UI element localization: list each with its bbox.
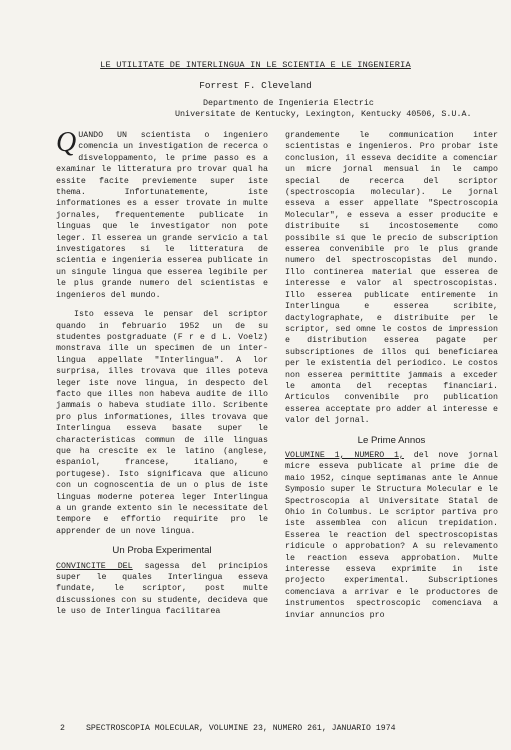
affiliation-university: Universitate de Kentucky, Lexington, Kentucky 40506, S.U.A. [175, 109, 472, 119]
intro-text: UANDO UN scientista o ingeniero comencia un investigation de recerca o disveloppamento, le prime passo es a examinar le litteratura pro trovar qual ha essite facite previemente super iste thema. Infortunatemente, iste informationes es a esser trovate in multe jornales, frequentemente publicate in linguas que le investigator non pote leger. Il esserea un grande servicio a tal investigatores si le litteratura de scientia e ingenieria esserea publicate in un singule lingua que esserea legibile per le plus grande numero del scientistas e ingenieros del mundo. [56, 131, 268, 300]
section-heading-annos: Le Prime Annos [357, 434, 426, 446]
affiliation-department: Departmento de Ingenieria Electric [203, 98, 374, 108]
page-number: 2 [60, 724, 65, 733]
right-column [285, 130, 498, 621]
proba-paragraph [56, 561, 268, 618]
history-paragraph: Isto esseva le pensar del scriptor quando in februario 1952 un de su studentes postgraduate (F r e d L. Voelz) monstrava ille un specimen de un inter-lingua appellate "Interlingua". A lor surprisa, illes trovava que illes poteva leger iste nove lingua, in despecto del facto que illes non habeva audite de illo jammais o habeva studiate illo. Scribente pro plus informationes, illes trovava que Interlingua esseva basate super le characteristicas commun de ille linguas que ha crescite ex le latino (anglese, espaniol, francese, italiano, e portugese). Isto significava que alicuno con un cognoscentia de un o plus de iste linguas moderne poterea leger Interlingua a un grande extento sin le necessitate del tempore e effortio requirite pro le apprender de un nove lingua. [56, 310, 268, 536]
proba-text: sagessa del principios super le quales Interlingua esseva fundate, le scriptor, post multe discussiones con su studente, decideva que le uso de Interlingua facilitarea [56, 561, 268, 617]
author-name: Forrest F. Cleveland [199, 80, 312, 91]
proba-lead: CONVINCITE DEL [56, 561, 133, 571]
drop-cap: Q [56, 127, 77, 158]
intro-paragraph [56, 127, 268, 301]
left-column [56, 127, 268, 618]
journal-plan-paragraph: grandemente le communication inter scientistas e ingenieros. Pro probar iste conclusion, il esseva decidite a comenciar un micre jornal mensual in le campo special de recerca del scriptor (spectroscopia molecular). Le jornal esseva a esser appellate "Spectroscopia Molecular", e esseva a esser producite e distribuite si incostosemente como possibile si que le precio de subscription esserea convenibile pro le plus grande numero del spectroscopistas del mundo. Illo continerea material que esserea de interesse e valor al spectroscopistas. Illo esserea publicate entiremente in Interlingua e esserea scribite, dactylographate, e distribuite per le scriptor, sed omne le costos de impression e distribution esserea pagate per subscriptiones de illos qui beneficiarea per le existentia del periodico. Le costos non esserea permittite jammais a exceder le amonta del receptas financiari. Articulos convenibile pro publication esserea acceptate pro adder al interesse e valor del jornal. [285, 131, 498, 426]
first-years-paragraph [285, 450, 498, 621]
section-heading-proba: Un Proba Experimental [112, 545, 212, 557]
first-years-lead: VOLUMINE 1, NUMERO 1, [285, 450, 404, 460]
running-footer: SPECTROSCOPIA MOLECULAR, VOLUMINE 23, NUMERO 261, JANUARIO 1974 [86, 724, 396, 733]
article-title: LE UTILITATE DE INTERLINGUA IN LE SCIENTIA E LE INGENIERIA [100, 60, 411, 70]
first-years-text: del nove jornal micre esseva publicate al prime die de maio 1952, cinque septimanas ante le Annue Symposio super le Structura Molecular e le Spectroscopia al Universitate Statal de Ohio in Columbus. Le scriptor partiva pro iste assemblea con alicun trepidation. Esserea le reaction del spectroscopistas ridicule o approbation? A su relevamento le reaction esseva approbation. Multe interesse esseva exprimite in iste projecto experimental. Subscriptiones comenciava a arrivar e le productores de instrumentos spectroscopic comenciava a inviar annuncios pro [285, 450, 498, 620]
